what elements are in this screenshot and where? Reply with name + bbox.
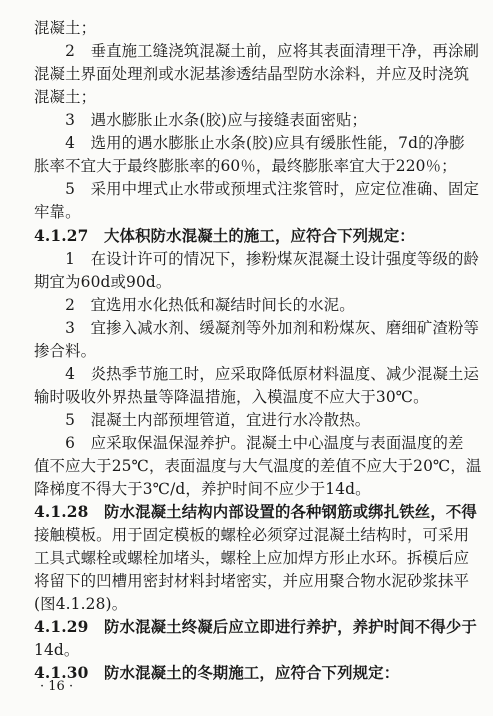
text-line: 2 垂直施工缝浇筑混凝土前，应将其表面清理干净，再涂刷 [34,42,480,60]
text-line: 5 采用中埋式止水带或预埋式注浆管时，应定位准确、固定 [34,180,480,198]
text-line: 3 宜掺入减水剂、缓凝剂等外加剂和粉煤灰、磨细矿渣粉等 [34,319,480,337]
text-line: 接触模板。用于固定模板的螺栓必须穿过混凝土结构时，可采用 [34,526,470,544]
text-line: 混凝土； [34,88,97,106]
text-line: 将留下的凹槽用密封材料封堵密实，并应用聚合物水泥砂浆抹平 [34,572,470,590]
section-heading: 4.1.29 防水混凝土终凝后应立即进行养护，养护时间不得少于 [34,618,477,636]
text-line: 胀率不宜大于最终膨胀率的60％，最终膨胀率宜大于220％； [34,157,457,175]
section-heading: 4.1.28 防水混凝土结构内部设置的各种钢筋或绑扎铁丝，不得 [34,503,477,521]
section-heading: 4.1.30 防水混凝土的冬期施工，应符合下列规定： [34,664,400,682]
text-line: 4 选用的遇水膨胀止水条(胶)应具有缓胀性能，7d的净膨 [34,134,465,152]
text-line: 6 应采取保温保湿养护。混凝土中心温度与表面温度的差 [34,434,464,452]
text-line: 混凝土； [34,19,97,37]
text-line: 输时吸收外界热量等降温措施，入模温度不应大于30℃。 [34,388,429,406]
text-line: 掺合料。 [34,342,97,360]
section-heading: 4.1.27 大体积防水混凝土的施工，应符合下列规定： [34,227,415,245]
text-line: 2 宜选用水化热低和凝结时间长的水泥。 [34,296,355,314]
text-line: 1 在设计许可的情况下，掺粉煤灰混凝土设计强度等级的龄 [34,250,480,268]
text-line: 牢靠。 [34,203,81,221]
text-line: 5 混凝土内部预埋管道，宜进行水冷散热。 [34,411,371,429]
text-line: 期宜为60d或90d。 [34,273,172,291]
text-line: 4 炎热季节施工时，应采取降低原材料温度、减少混凝土运 [34,365,480,383]
text-line: 工具式螺栓或螺栓加堵头，螺栓上应加焊方形止水环。拆模后应 [34,549,470,567]
text-line: 混凝土界面处理剂或水泥基渗透结晶型防水涂料，并应及时浇筑 [34,65,470,83]
text-line: 14d。 [34,641,80,659]
text-line: 3 遇水膨胀止水条(胶)应与接缝表面密贴； [34,111,368,129]
page-number: · 16 · [40,679,74,694]
text-line: 降梯度不得大于3℃/d，养护时间不应少于14d。 [34,480,371,498]
text-line: 值不应大于25℃，表面温度与大气温度的差值不应大于20℃，温 [34,457,482,475]
text-line: (图4.1.28)。 [34,595,128,613]
